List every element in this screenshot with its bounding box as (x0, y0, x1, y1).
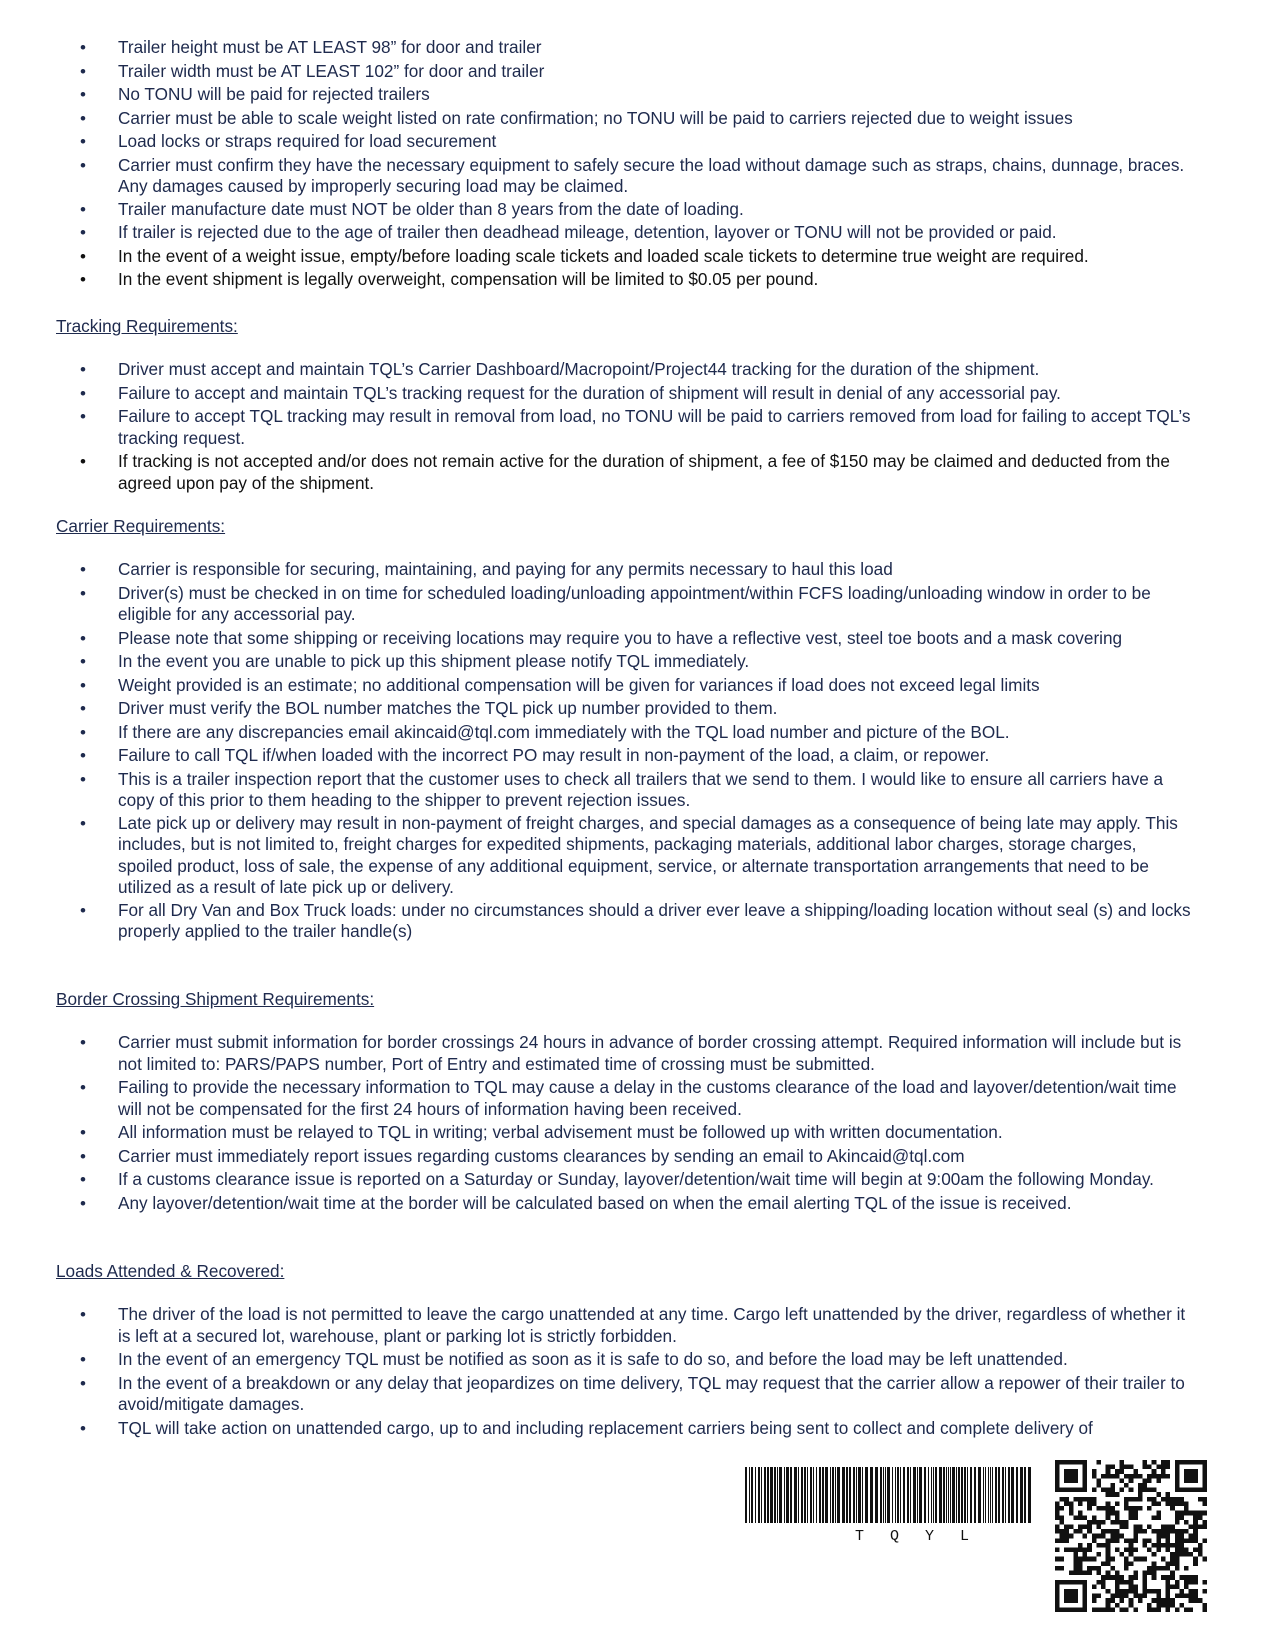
list-item-text: In the event you are unable to pick up this shipment please notify TQL immediately. (118, 651, 750, 671)
list-item-text: Trailer manufacture date must NOT be older than 8 years from the date of loading. (118, 198, 744, 219)
list-item (0, 222, 1193, 244)
list-item (0, 559, 1193, 581)
bullet-icon: • (80, 1350, 86, 1369)
bullet-icon: • (80, 813, 86, 833)
bullet-icon: • (80, 199, 86, 219)
border-heading: Border Crossing Shipment Requirements: (56, 989, 375, 1009)
bullet-icon: • (80, 155, 86, 175)
list-item (0, 383, 1193, 405)
bullet-icon: • (80, 1193, 86, 1213)
attended-list (0, 1304, 1275, 1439)
barcode-text: TQYL (855, 1528, 996, 1545)
list-item (0, 269, 1193, 291)
bullet-icon: • (80, 652, 86, 671)
attended-heading: Loads Attended & Recovered: (56, 1261, 285, 1281)
bullet-icon: • (80, 38, 86, 57)
list-item-text: Failure to accept TQL tracking may result in removal from load, no TONU will be paid to carriers removed from load for failing to accept TQL’s tracking request. (118, 406, 1191, 448)
list-item (0, 628, 1193, 650)
bullet-icon: • (80, 628, 86, 648)
tracking-heading: Tracking Requirements: (56, 316, 238, 336)
bullet-icon: • (80, 699, 86, 718)
list-item-text: For all Dry Van and Box Truck loads: under no circumstances should a driver ever leave a shipping/loading location without seal (s) and locks properly applied to the trailer handle(s) (118, 899, 1191, 941)
list-item-text: Load locks or straps required for load securement (118, 131, 497, 151)
list-item-text: If there are any discrepancies email akincaid@tql.com immediately with the TQL load number and picture of the BOL. (118, 721, 1010, 742)
list-item-text: Carrier must immediately report issues regarding customs clearances by sending an email to Akincaid@tql.com (118, 1145, 965, 1166)
equipment-list (0, 37, 1275, 291)
list-item (0, 769, 1193, 812)
list-item-text: In the event shipment is legally overweight, compensation will be limited to $0.05 per pound. (118, 269, 819, 289)
list-item (0, 1193, 1193, 1215)
list-item (0, 813, 1193, 899)
list-item-text: Any layover/detention/wait time at the border will be calculated based on when the email alerting TQL of the issue is received. (118, 1192, 1072, 1213)
list-item (0, 900, 1193, 943)
list-item-text: Failure to accept and maintain TQL’s tracking request for the duration of shipment will result in denial of any accessorial pay. (118, 382, 1061, 403)
list-item (0, 108, 1193, 130)
list-item (0, 359, 1193, 381)
list-item (0, 1032, 1193, 1075)
list-item (0, 1349, 1193, 1371)
bullet-icon: • (80, 1146, 86, 1166)
list-item-text: Driver(s) must be checked in on time for scheduled loading/unloading appointment/within FCFS loading/unloading window in order to be eligible for any accessorial pay. (118, 582, 1151, 624)
list-item (0, 1169, 1193, 1191)
bullet-icon: • (80, 746, 86, 765)
list-item-text: In the event of an emergency TQL must be notified as soon as it is safe to do so, and before the load may be left unattended. (118, 1349, 1068, 1369)
list-item (0, 131, 1193, 153)
border-list (0, 1032, 1275, 1214)
list-item-text: Weight provided is an estimate; no additional compensation will be given for variances if load does not exceed legal limits (118, 674, 1040, 695)
carrier-list (0, 559, 1275, 943)
list-item (0, 1304, 1193, 1347)
bullet-icon: • (80, 675, 86, 695)
list-item-text: Driver must accept and maintain TQL’s Carrier Dashboard/Macropoint/Project44 tracking for the duration of the shipment. (118, 359, 1040, 379)
bullet-icon: • (80, 1123, 86, 1142)
list-item (0, 406, 1193, 449)
list-item (0, 1077, 1193, 1120)
bullet-icon: • (80, 407, 86, 426)
list-item-text: If a customs clearance issue is reported on a Saturday or Sunday, layover/detention/wait time will begin at 9:00am the following Monday. (118, 1169, 1154, 1189)
bullet-icon: • (80, 1033, 86, 1052)
list-item-text: TQL will take action on unattended cargo, up to and including replacement carriers being sent to collect and complete delivery of (118, 1417, 1093, 1438)
list-item-text: The driver of the load is not permitted to leave the cargo unattended at any time. Cargo left unattended by the driver, regardless of whether it is left at a secured lot, warehouse, plant or parking lot is strictly forbidden. (118, 1304, 1186, 1346)
bullet-icon: • (80, 85, 86, 104)
bullet-icon: • (80, 360, 86, 379)
list-item-text: Trailer width must be AT LEAST 102” for door and trailer (118, 60, 545, 81)
list-item (0, 61, 1193, 83)
list-item-text: Trailer height must be AT LEAST 98” for door and trailer (118, 37, 542, 57)
list-item (0, 675, 1193, 697)
list-item-text: Late pick up or delivery may result in non-payment of freight charges, and special damages as a consequence of being late may apply. This includes, but is not limited to, freight charges for expedited shipments, packaging materials, additional labor charges, storage charges, spoiled product, loss of sale, the expense of any additional equipment, service, or alternate transportation arrangements that need to be utilized as a result of late pick up or delivery. (118, 812, 1178, 897)
list-item (0, 1373, 1193, 1416)
bullet-icon: • (80, 560, 86, 579)
bullet-icon: • (80, 452, 86, 471)
list-item (0, 155, 1193, 198)
list-item-text: All information must be relayed to TQL in writing; verbal advisement must be followed up with written documentation. (118, 1122, 1003, 1142)
list-item (0, 37, 1193, 59)
bullet-icon: • (80, 108, 86, 128)
list-item (0, 246, 1193, 268)
bullet-icon: • (80, 1078, 86, 1097)
list-item (0, 199, 1193, 221)
bullet-icon: • (80, 246, 86, 266)
list-item (0, 698, 1193, 720)
list-item (0, 1146, 1193, 1168)
list-item (0, 451, 1193, 494)
list-item-text: If trailer is rejected due to the age of trailer then deadhead mileage, detention, layover or TONU will not be provided or paid. (118, 222, 1057, 242)
list-item (0, 84, 1193, 106)
list-item-text: Failing to provide the necessary information to TQL may cause a delay in the customs clearance of the load and layover/detention/wait time will not be compensated for the first 24 hours of information having been received. (118, 1077, 1177, 1119)
list-item (0, 583, 1193, 626)
bullet-icon: • (80, 132, 86, 151)
bullet-icon: • (80, 900, 86, 920)
bullet-icon: • (80, 1305, 86, 1324)
list-item-text: Carrier must submit information for border crossings 24 hours in advance of border crossing attempt. Required information will include but is not limited to: PARS/PAPS number, Port of Entry and estimated time of crossing must be submitted. (118, 1032, 1182, 1074)
list-item-text: Carrier must be able to scale weight listed on rate confirmation; no TONU will be paid to carriers rejected due to weight issues (118, 107, 1073, 128)
list-item (0, 745, 1193, 767)
carrier-heading: Carrier Requirements: (56, 516, 226, 536)
list-item (0, 722, 1193, 744)
bullet-icon: • (80, 383, 86, 403)
bullet-icon: • (80, 722, 86, 742)
list-item-text: No TONU will be paid for rejected trailers (118, 84, 430, 104)
list-item (0, 1122, 1193, 1144)
list-item-text: If tracking is not accepted and/or does not remain active for the duration of shipment, a fee of $150 may be claimed and deducted from the agreed upon pay of the shipment. (118, 451, 1170, 493)
tracking-list (0, 359, 1275, 494)
qr-code (1055, 1460, 1207, 1612)
list-item-text: Driver must verify the BOL number matches the TQL pick up number provided to them. (118, 698, 778, 718)
bullet-icon: • (80, 583, 86, 603)
list-item-text: Carrier must confirm they have the necessary equipment to safely secure the load without damage such as straps, chains, dunnage, braces. Any damages caused by improperly securing load may be claimed. (118, 154, 1185, 196)
bullet-icon: • (80, 61, 86, 81)
bullet-icon: • (80, 769, 86, 789)
bullet-icon: • (80, 270, 86, 289)
bullet-icon: • (80, 1373, 86, 1393)
bullet-icon: • (80, 1170, 86, 1189)
list-item (0, 1418, 1193, 1440)
list-item-text: This is a trailer inspection report that the customer uses to check all trailers that we send to them. I would like to ensure all carriers have a copy of this prior to them heading to the shipper to prevent rejection issues. (118, 768, 1164, 810)
list-item-text: Carrier is responsible for securing, maintaining, and paying for any permits necessary to haul this load (118, 559, 893, 579)
list-item-text: Please note that some shipping or receiving locations may require you to have a reflective vest, steel toe boots and a mask covering (118, 627, 1123, 648)
list-item-text: In the event of a breakdown or any delay that jeopardizes on time delivery, TQL may request that the carrier allow a repower of their trailer to avoid/mitigate damages. (118, 1372, 1185, 1414)
list-item-text: In the event of a weight issue, empty/before loading scale tickets and loaded scale tickets to determine true weight are required. (118, 245, 1089, 266)
bullet-icon: • (80, 1418, 86, 1438)
list-item-text: Failure to call TQL if/when loaded with the incorrect PO may result in non-payment of the load, a claim, or repower. (118, 745, 990, 765)
bullet-icon: • (80, 223, 86, 242)
list-item (0, 651, 1193, 673)
